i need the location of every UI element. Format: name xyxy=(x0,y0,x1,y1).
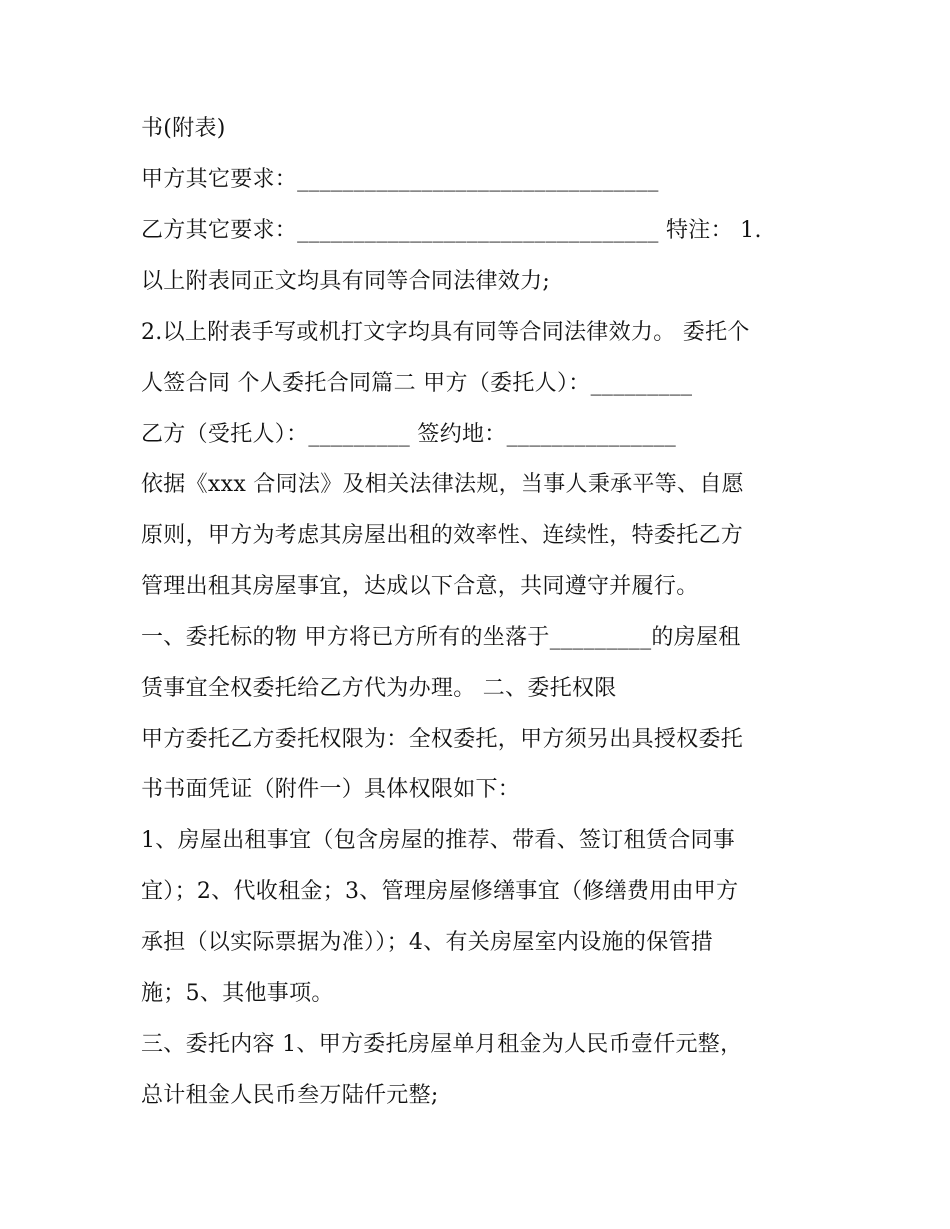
text-line: 书(附表) xyxy=(141,116,226,141)
text-line: 承担（以实际票据为准））；4、有关房屋室内设施的保管措 xyxy=(141,930,714,955)
text-line: 总计租金人民币叁万陆仟元整; xyxy=(141,1083,439,1108)
text-line: 宜）；2、代收租金；3、管理房屋修缮事宜（修缮费用由甲方 xyxy=(141,879,739,904)
text-line: 2.以上附表手写或机打文字均具有同等合同法律效力。 委托个 xyxy=(141,320,750,345)
text-line: 施；5、其他事项。 xyxy=(141,981,334,1006)
text-line: 管理出租其房屋事宜，达成以下合意，共同遵守并履行。 xyxy=(141,574,699,599)
text-line: 以上附表同正文均具有同等合同法律效力; xyxy=(141,269,551,294)
text-line: 依据《xxx 合同法》及相关法律法规，当事人秉承平等、自愿 xyxy=(141,472,744,497)
text-line: 乙方其它要求：________________________________ 特注： 1. xyxy=(141,218,762,243)
text-line: 甲方委托乙方委托权限为：全权委托，甲方须另出具授权委托 xyxy=(141,727,744,752)
text-line: 赁事宜全权委托给乙方代为办理。 二、委托权限 xyxy=(141,676,617,701)
text-line: 原则，甲方为考虑其房屋出租的效率性、连续性，特委托乙方 xyxy=(141,523,744,548)
text-line: 人签合同 个人委托合同篇二 甲方（委托人）：_________ xyxy=(141,371,693,396)
text-line: 三、委托内容 1、甲方委托房屋单月租金为人民币壹仟元整， xyxy=(141,1032,743,1057)
text-line: 甲方其它要求：________________________________ xyxy=(141,167,659,192)
text-line: 乙方（受托人）：_________ 签约地：_______________ xyxy=(141,422,677,447)
text-line: 1、房屋出租事宜（包含房屋的推荐、带看、签订租赁合同事 xyxy=(141,828,736,853)
text-line: 书书面凭证（附件一）具体权限如下： xyxy=(141,777,521,802)
text-line: 一、委托标的物 甲方将已方所有的坐落于_________的房屋租 xyxy=(141,625,741,650)
